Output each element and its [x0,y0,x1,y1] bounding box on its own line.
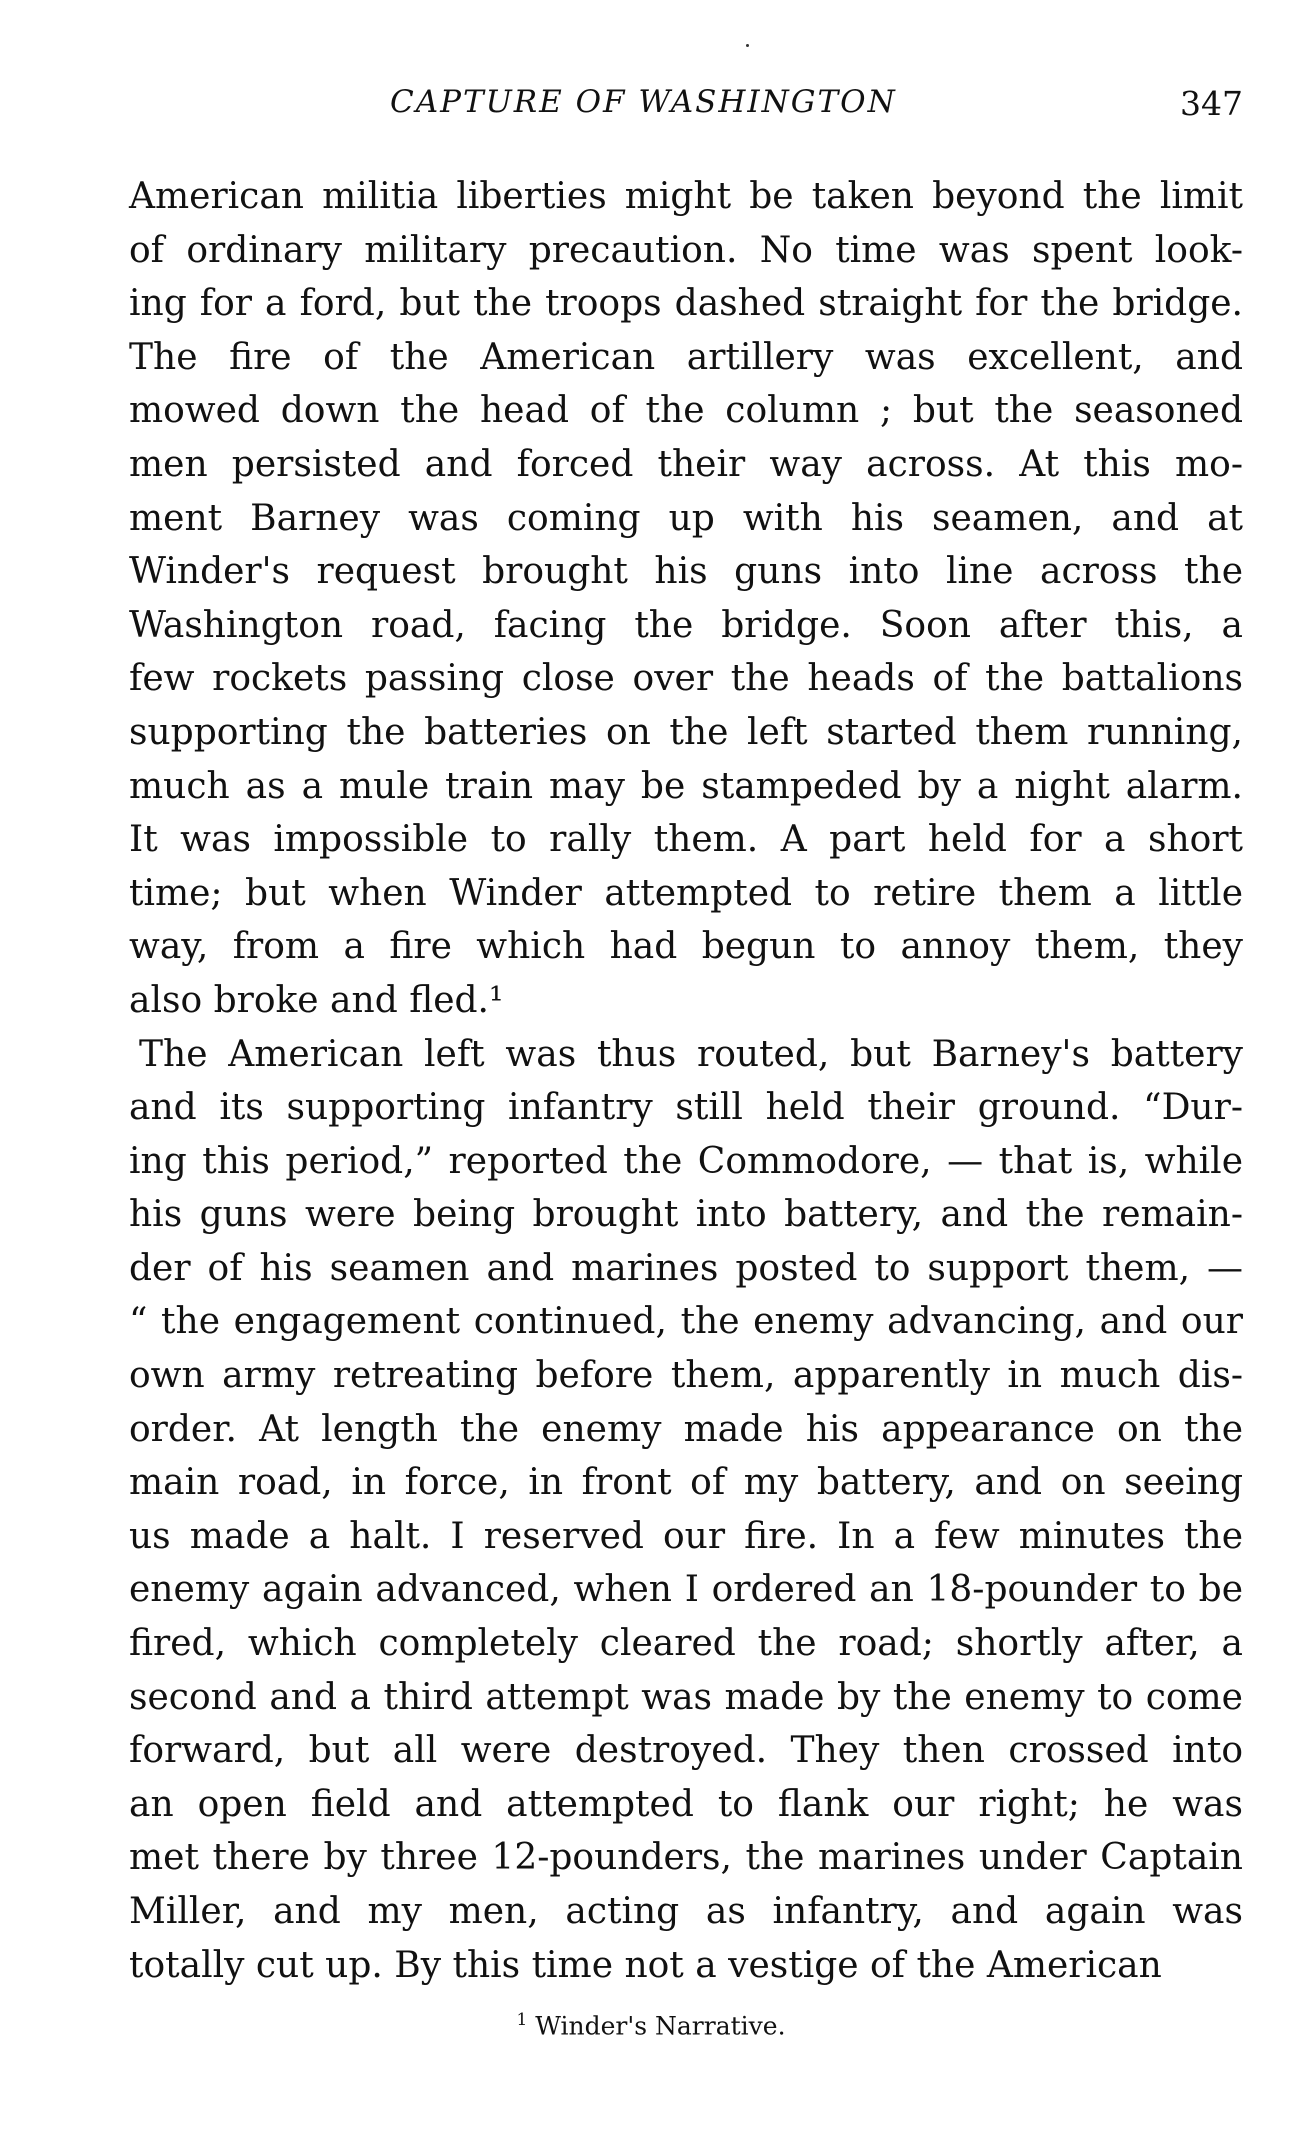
text-line: enemy again advanced, when I ordered an 18-pounder to be [129,1569,1243,1611]
text-line: “ the engagement continued, the enemy advancing, and our [129,1301,1243,1343]
text-line: totally cut up. By this time not a vestige of the American [129,1944,1162,1986]
footnote-marker: 1 [516,2010,528,2030]
text-line: his guns were being brought into battery, and the remain- [129,1194,1243,1236]
text-line: and its supporting infantry still held their ground. “Dur- [129,1087,1243,1129]
text-line: order. At length the enemy made his appearance on the [129,1408,1243,1450]
text-line: time; but when Winder attempted to retire them a little [129,872,1243,914]
text-line: us made a halt. I reserved our fire. In a few minutes the [129,1515,1243,1557]
text-line: forward, but all were destroyed. They then crossed into [129,1730,1243,1772]
text-line: ing for a ford, but the troops dashed straight for the bridge. [129,283,1243,325]
text-line: The American left was thus routed, but Barney's battery [139,1033,1243,1075]
text-line: of ordinary military precaution. No time was spent look- [129,229,1243,271]
text-line: ing this period,” reported the Commodore, — that is, while [129,1140,1243,1182]
text-line: fired, which completely cleared the road; shortly after, a [129,1623,1243,1665]
text-line: few rockets passing close over the heads of the battalions [129,658,1243,700]
running-title: CAPTURE OF WASHINGTON [390,84,897,120]
text-line: It was impossible to rally them. A part held for a short [129,819,1243,861]
text-line: Miller, and my men, acting as infantry, and again was [129,1891,1243,1932]
page-number: 347 [1180,84,1243,123]
text-line: men persisted and forced their way across. At this mo- [129,443,1243,485]
text-line: The fire of the American artillery was excellent, and [129,336,1243,378]
print-speck [746,44,749,47]
text-line: Winder's request brought his guns into line across the [129,551,1243,593]
text-line: supporting the batteries on the left started them running, [129,711,1243,753]
text-line: second and a third attempt was made by the enemy to come [129,1676,1243,1718]
text-line: mowed down the head of the column ; but the seasoned [129,390,1243,432]
text-line: American militia liberties might be taken beyond the limit [129,176,1243,217]
text-line: much as a mule train may be stampeded by a night alarm. [129,765,1243,807]
text-line: der of his seamen and marines posted to support them, — [129,1247,1243,1289]
text-line: way, from a fire which had begun to annoy them, they [129,926,1243,968]
footnote-text: Winder's Narrative. [535,2011,786,2041]
text-line: ment Barney was coming up with his seamen, and at [129,497,1243,539]
text-line: met there by three 12-pounders, the marines under Captain [129,1837,1243,1879]
text-line: main road, in force, in front of my battery, and on seeing [129,1462,1243,1504]
text-line: Washington road, facing the bridge. Soon after this, a [129,604,1243,646]
text-line: also broke and fled.¹ [129,979,504,1021]
body-text [129,170,1243,1992]
footnote [0,2010,1302,2040]
text-line: an open field and attempted to flank our right; he was [129,1783,1243,1825]
text-line: own army retreating before them, apparently in much dis- [129,1355,1243,1397]
